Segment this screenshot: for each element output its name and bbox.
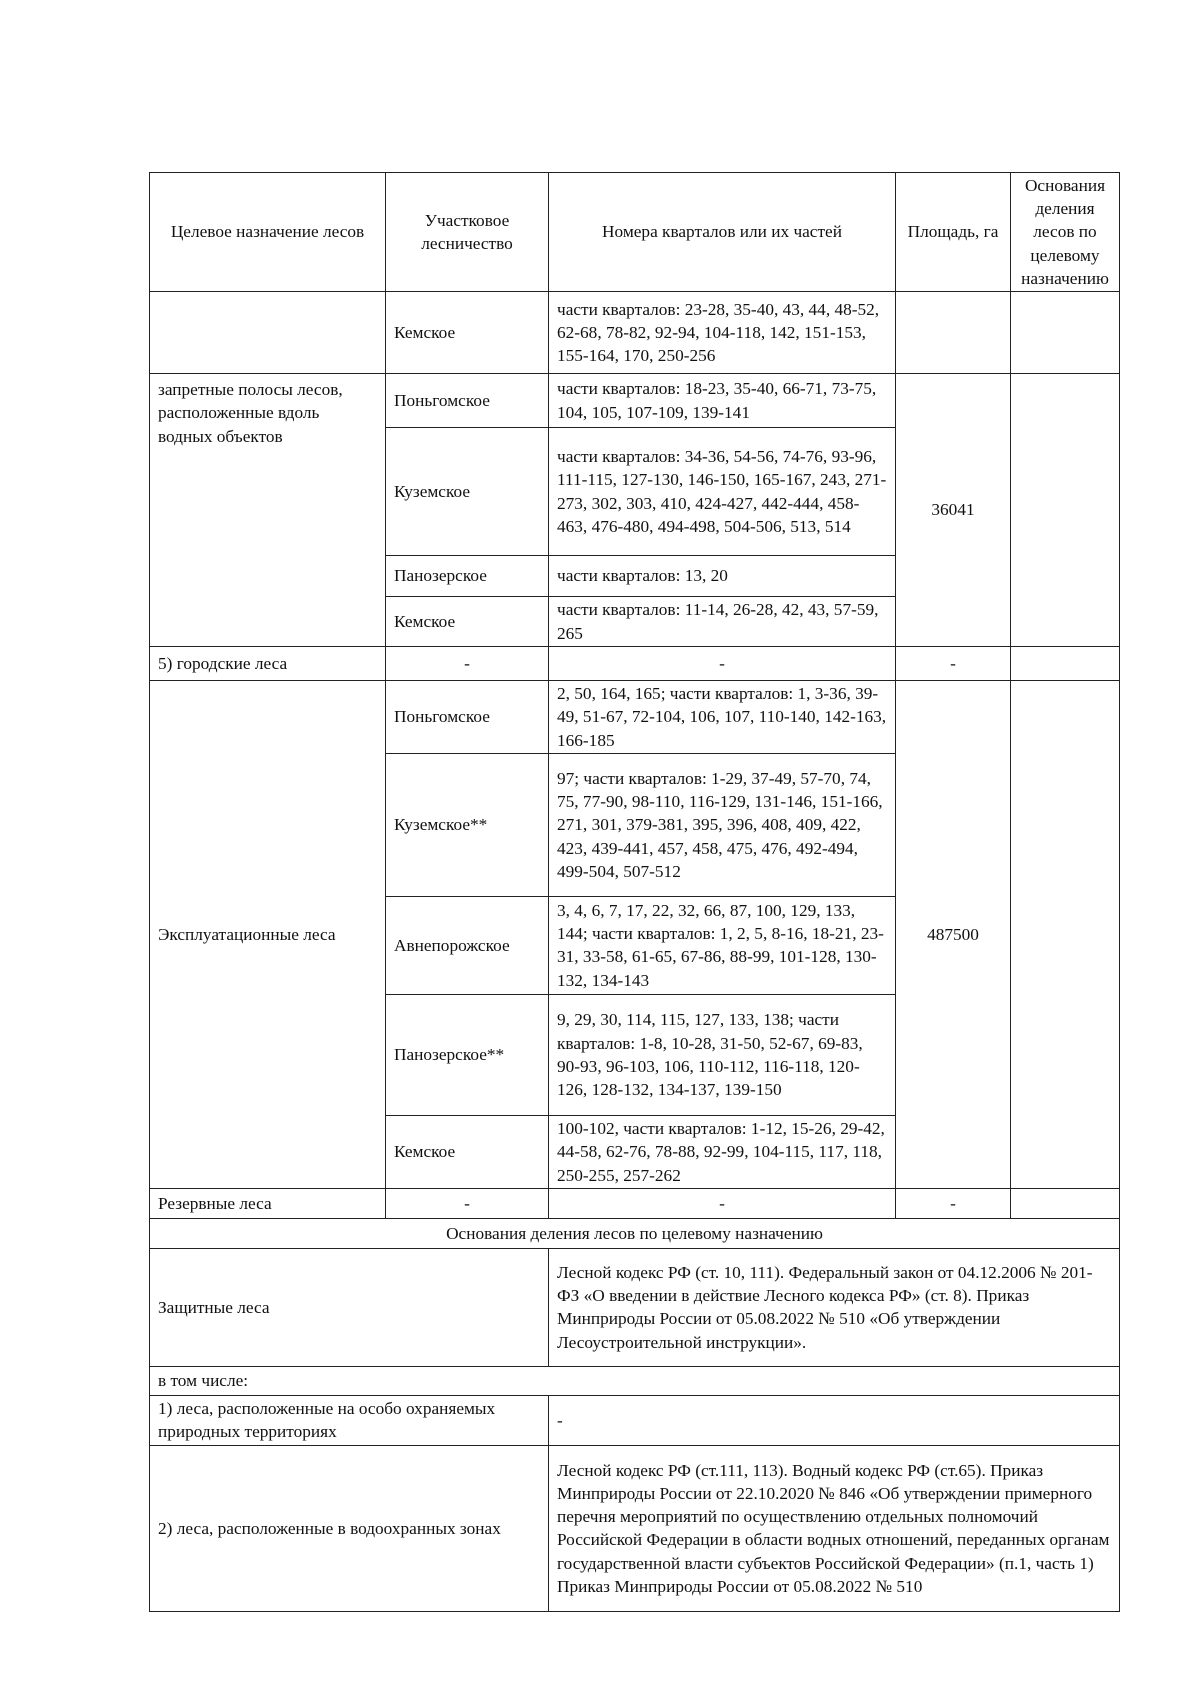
purpose-cell: 5) городские леса	[150, 647, 386, 681]
header-district: Участковое лесничество	[386, 173, 549, 292]
district-cell: Кемское	[386, 597, 549, 647]
basis-text: -	[549, 1395, 1120, 1445]
area-cell: -	[896, 647, 1011, 681]
district-cell: -	[386, 1188, 549, 1218]
purpose-cell: Резервные леса	[150, 1188, 386, 1218]
area-cell: 487500	[896, 681, 1011, 1189]
basis-row	[150, 1445, 1120, 1611]
basis-row	[150, 1248, 1120, 1366]
quarters-cell: -	[549, 647, 896, 681]
quarters-cell: 100-102, части кварталов: 1-12, 15-26, 29-42, 44-58, 62-76, 78-88, 92-99, 104-115, 117, 118, 250-255, 257-262	[549, 1115, 896, 1188]
basis-cell-empty	[1011, 292, 1120, 374]
district-cell: -	[386, 647, 549, 681]
basis-cell-empty	[1011, 1188, 1120, 1218]
quarters-cell: 9, 29, 30, 114, 115, 127, 133, 138; части кварталов: 1-8, 10-28, 31-50, 52-67, 69-83, 90-93, 96-103, 106, 110-112, 116-118, 120-126, 128-132, 134-137, 139-150	[549, 994, 896, 1115]
district-cell: Поньгомское	[386, 374, 549, 428]
table-row	[150, 681, 1120, 754]
basis-label: 2) леса, расположенные в водоохранных зонах	[150, 1445, 549, 1611]
basis-row	[150, 1366, 1120, 1395]
purpose-cell-empty	[150, 292, 386, 374]
forest-purpose-table	[149, 172, 1120, 1612]
basis-row	[150, 1395, 1120, 1445]
area-cell: -	[896, 1188, 1011, 1218]
basis-text: Лесной кодекс РФ (ст.111, 113). Водный кодекс РФ (ст.65). Приказ Минприроды России от 22.10.2020 № 846 «Об утверждении примерного перечня мероприятий по осуществлению отдельных полномочий Российской Федерации в области водных отношений, переданных органам государственной власти субъектов Российской Федерации» (п.1, часть 1) Приказ Минприроды России от 05.08.2022 № 510	[549, 1445, 1120, 1611]
header-area: Площадь, га	[896, 173, 1011, 292]
header-quarters: Номера кварталов или их частей	[549, 173, 896, 292]
table-row	[150, 1188, 1120, 1218]
quarters-cell: 2, 50, 164, 165; части кварталов: 1, 3-36, 39-49, 51-67, 72-104, 106, 107, 110-140, 142-163, 166-185	[549, 681, 896, 754]
table-header-row	[150, 173, 1120, 292]
quarters-cell: части кварталов: 11-14, 26-28, 42, 43, 57-59, 265	[549, 597, 896, 647]
district-cell: Кемское	[386, 1115, 549, 1188]
basis-cell-empty	[1011, 374, 1120, 647]
purpose-cell: запретные полосы лесов, расположенные вдоль водных объектов	[150, 374, 386, 647]
district-cell: Куземское	[386, 428, 549, 556]
district-cell: Поньгомское	[386, 681, 549, 754]
district-cell: Кемское	[386, 292, 549, 374]
quarters-cell: части кварталов: 34-36, 54-56, 74-76, 93-96, 111-115, 127-130, 146-150, 165-167, 243, 271-273, 302, 303, 410, 424-427, 442-444, 458-463, 476-480, 494-498, 504-506, 513, 514	[549, 428, 896, 556]
quarters-cell: части кварталов: 13, 20	[549, 556, 896, 597]
quarters-cell: 97; части кварталов: 1-29, 37-49, 57-70, 74, 75, 77-90, 98-110, 116-129, 131-146, 151-166, 271, 301, 379-381, 395, 396, 408, 409, 422, 423, 439-441, 457, 458, 475, 476, 492-494, 499-504, 507-512	[549, 753, 896, 896]
basis-text: Лесной кодекс РФ (ст. 10, 111). Федеральный закон от 04.12.2006 № 201-ФЗ «О введении в действие Лесного кодекса РФ» (ст. 8). Приказ Минприроды России от 05.08.2022 № 510 «Об утверждении Лесоустроительной инструкции».	[549, 1248, 1120, 1366]
table-row	[150, 292, 1120, 374]
district-cell: Панозерское	[386, 556, 549, 597]
including-label: в том числе:	[150, 1366, 1120, 1395]
header-basis: Основания деления лесов по целевому назначению	[1011, 173, 1120, 292]
table-row	[150, 374, 1120, 428]
area-cell: 36041	[896, 374, 1011, 647]
table-row	[150, 647, 1120, 681]
basis-cell-empty	[1011, 647, 1120, 681]
quarters-cell: части кварталов: 18-23, 35-40, 66-71, 73-75, 104, 105, 107-109, 139-141	[549, 374, 896, 428]
basis-label: 1) леса, расположенные на особо охраняемых природных территориях	[150, 1395, 549, 1445]
document-page	[149, 172, 1119, 1612]
district-cell: Куземское**	[386, 753, 549, 896]
quarters-cell: -	[549, 1188, 896, 1218]
basis-cell-empty	[1011, 681, 1120, 1189]
basis-label: Защитные леса	[150, 1248, 549, 1366]
district-cell: Панозерское**	[386, 994, 549, 1115]
header-purpose: Целевое назначение лесов	[150, 173, 386, 292]
quarters-cell: 3, 4, 6, 7, 17, 22, 32, 66, 87, 100, 129, 133, 144; части кварталов: 1, 2, 5, 8-16, 18-21, 23-31, 33-58, 61-65, 67-86, 88-99, 101-128, 130-132, 134-143	[549, 896, 896, 994]
section-title-row	[150, 1218, 1120, 1248]
district-cell: Авнепорожское	[386, 896, 549, 994]
section-title: Основания деления лесов по целевому назначению	[150, 1218, 1120, 1248]
quarters-cell: части кварталов: 23-28, 35-40, 43, 44, 48-52, 62-68, 78-82, 92-94, 104-118, 142, 151-153, 155-164, 170, 250-256	[549, 292, 896, 374]
purpose-cell: Эксплуатационные леса	[150, 681, 386, 1189]
area-cell-empty	[896, 292, 1011, 374]
